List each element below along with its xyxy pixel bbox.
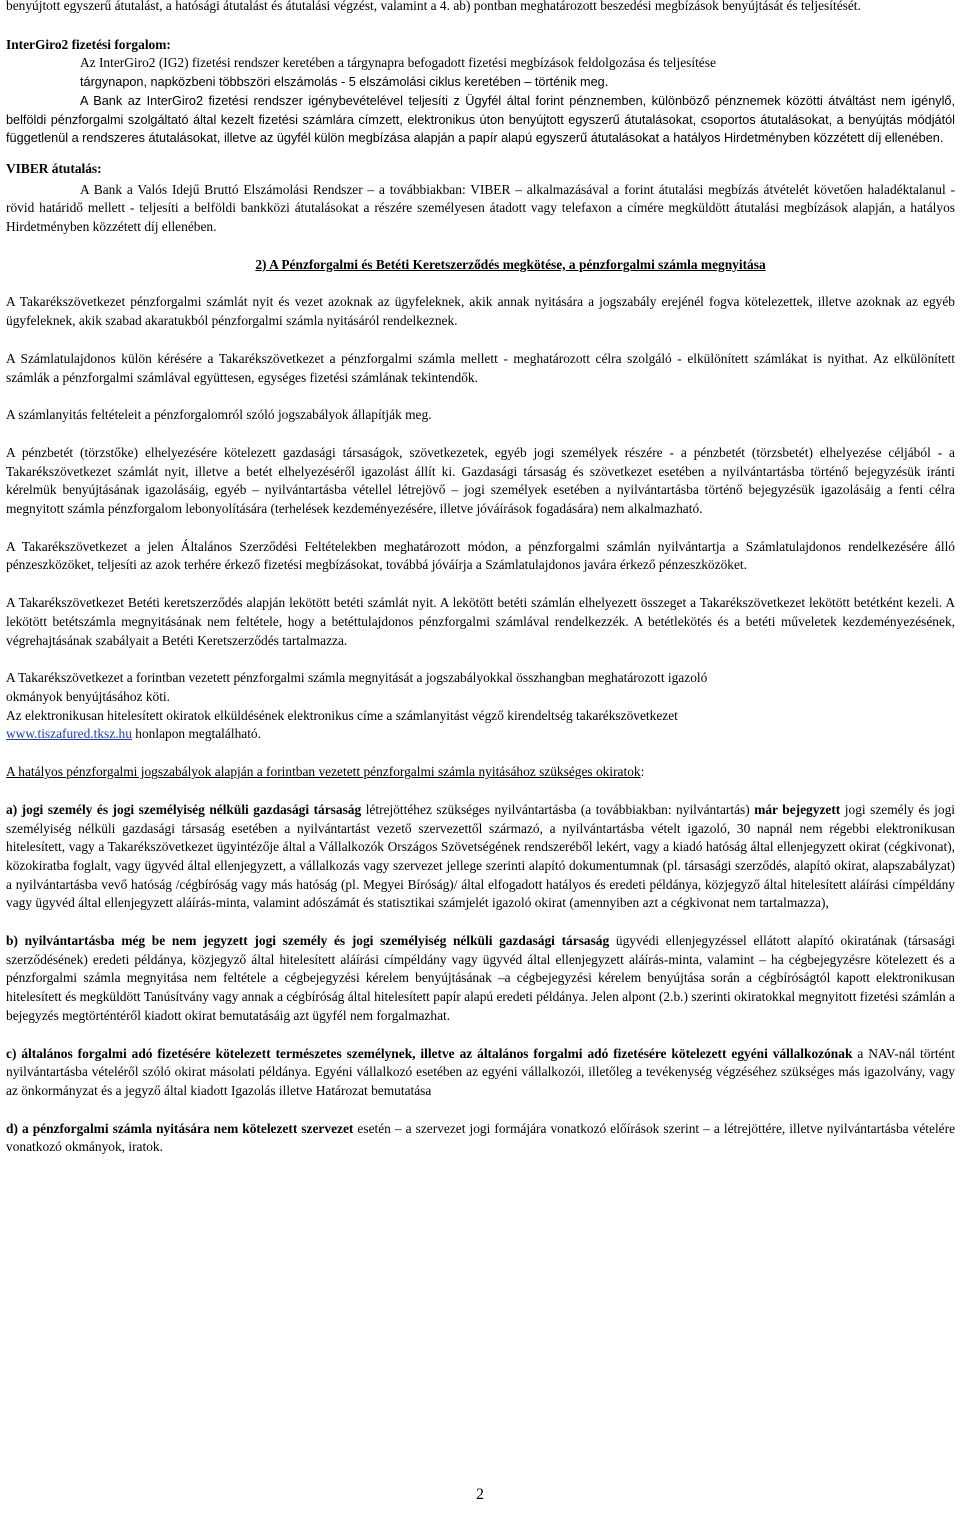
section-2-title: 2) A Pénzforgalmi és Betéti Keretszerződés megkötése, a pénzforgalmi számla megnyitása bbox=[255, 256, 766, 272]
viber-heading: VIBER átutalás: bbox=[6, 160, 102, 176]
intro-paragraph: benyújtott egyszerű átutalást, a hatósági átutalást és átutalási végzést, valamint a 4. ab) pontban meghatározott beszedési megbízások benyújtását és teljesítését. bbox=[6, 0, 861, 13]
page-number: 2 bbox=[476, 1486, 484, 1503]
item-c-bold: c) általános forgalmi adó fizetésére kötelezett természetes személynek, illetve az általános forgalmi adó fizetésére kötelezett egyéni vállalkozónak bbox=[6, 1045, 853, 1061]
item-a bbox=[6, 801, 955, 913]
item-a-bold-2: már bejegyzett bbox=[754, 801, 841, 817]
required-documents-heading bbox=[6, 763, 955, 782]
electronic-address-paragraph bbox=[6, 707, 955, 744]
item-c bbox=[6, 1045, 955, 1101]
documents-line-1: A Takarékszövetkezet a forintban vezetett pénzforgalmi számla megnyitását a jogszabályokkal összhangban meghatározott igazoló bbox=[6, 670, 708, 686]
item-b-bold: b) nyilvántartásba még be nem jegyzett jogi személy és jogi személyiség nélküli gazdasági társaság bbox=[6, 933, 610, 949]
item-b bbox=[6, 932, 955, 1026]
intergiro-paragraph-1b: tárgynapon, napközbeni többszöri elszámolás - 5 elszámolási ciklus keretében – történik meg. bbox=[80, 75, 609, 90]
item-d-text: esetén – a szervezet jogi formájára vonatkozó előírások szerint – a létrejöttére, illetve nyilvántartásba vételére vonatkozó okmányok, iratok. bbox=[6, 1120, 956, 1155]
paragraph-deposit-account: A Takarékszövetkezet Betéti keretszerződés alapján lekötött betéti számlát nyit. A lekötött betéti számlán elhelyezett összeget a Takarékszövetkezet lekötött betétként kezeli. A lekötött betétszámla megnyitásának nem feltétele, hogy a betéttulajdonos pénzforgalmi számlával rendelkezzék. A betétlekötés és a betéti műveletek kezdeményezésének, végrehajtásának szabályait a Betéti Keretszerződés tartalmazza. bbox=[6, 595, 955, 648]
paragraph-conditions: A számlanyitás feltételeit a pénzforgalomról szóló jogszabályok állapítják meg. bbox=[6, 407, 432, 423]
required-documents-colon: : bbox=[640, 764, 645, 780]
paragraph-account-keeping: A Takarékszövetkezet a jelen Általános Szerződési Feltételekben meghatározott módon, a pénzforgalmi számlán nyilvántartja a Számlatulajdonos rendelkezésére álló pénzeszközöket, teljesíti az azok terhére érkező fizetési megbízásokat, továbbá jóváírja a Számlatulajdonos javára érkező pénzeszközöket. bbox=[6, 538, 955, 573]
paragraph-account-opening: A Takarékszövetkezet pénzforgalmi számlát nyit és vezet azoknak az ügyfeleknek, akik annak nyitására a jogszabály erejénél fogva kötelezettek, illetve azoknak az egyéb ügyfeleknek, akik szabad akaratukból pénzforgalmi számla nyitásáról rendelkeznek. bbox=[6, 294, 955, 329]
intergiro-heading: InterGiro2 fizetési forgalom: bbox=[6, 36, 171, 52]
required-documents-heading-text: A hatályos pénzforgalmi jogszabályok alapján a forintban vezetett pénzforgalmi számla nyitásához szükséges okiratok bbox=[6, 764, 641, 780]
intergiro-paragraph-1-text: Az InterGiro2 (IG2) fizetési rendszer keretében a tárgynapra befogadott fizetési megbízások feldolgozása és teljesítése bbox=[80, 55, 716, 71]
item-a-text-1: létrejöttéhez szükséges nyilvántartásba (a továbbiakban: nyilvántartás) bbox=[361, 801, 755, 817]
documents-paragraph bbox=[6, 669, 955, 706]
item-c-text: a NAV-nál történt nyilvántartásba vételéről szóló okirat másolati példánya. Egyéni vállalkozó esetében az egyéni vállalkozói, illetőleg a tevékenység végzéséhez szükséges más igazolvány, vagy az önkormányzat és a jegyző által kiadott Igazolás illetve Határozat bemutatása bbox=[6, 1045, 955, 1098]
item-a-bold: a) jogi személy és jogi személyiség nélküli gazdasági társaság bbox=[6, 801, 362, 817]
intergiro-paragraph-2: A Bank az InterGiro2 fizetési rendszer igénybevételével teljesíti z Ügyfél által forint pénznemben, különböző pénznemek közötti átváltást nem igénylő, belföldi pénzforgalmi szolgáltató által kezelt fizetési számlára címzett, elektronikus úton benyújtott egyszerű átutalásokat, csoportos átutalásokat, a benyújtás módjától függetlenül a rendszeres átutalásokat, illetve az ügyfél külön megbízása alapján a papír alapú egyszerű átutalásokat a hatályos Hirdetményben közzétett díj ellenében. bbox=[6, 93, 955, 146]
electronic-address-text: Az elektronikusan hitelesített okiratok elküldésének elektronikus címe a számlanyitást végző kirendeltség takarékszövetkezet bbox=[6, 707, 678, 723]
paragraph-capital-deposit: A pénzbetét (törzstőke) elhelyezésére kötelezett gazdasági társaságok, szövetkezetek, egyéb jogi személyek részére - a pénzbetét (törzsbetét) elhelyezése céljából - a Takarékszövetkezet számlát nyit, illetve a betét elhelyezéséről igazolást állít ki. Gazdasági társaság és szövetkezet esetében a nyilvántartásba történő bejegyzésük iránti kérelmük benyújtásának igazolásáig, egyéb – nyilvántartásba vétellel létrejövő – jogi személyek esetében a nyilvántartásba történő bejegyzésük igazolásáig a fenti célra megnyitott számla pénzforgalom lebonyolítására (terhelések kezdeményezésére, illetve jóváírások fogadására) nem alkalmazható. bbox=[6, 444, 955, 517]
item-b-text: ügyvédi ellenjegyzéssel ellátott alapító okiratának (társasági szerződésének) eredeti példánya, közjegyző által hitelesített aláírási címpéldány vagy ügyvéd által ellenjegyzett aláírás-minta, valamint – ha cégbejegyzésre kötelezett és a pénzforgalmi számla megnyitása nem feltétele a cégbejegyzési kérelem benyújtásának –a cégbejegyzési kérelem benyújtása során a cégbíróságtól kapott elektronikusan hitelesített és megküldött Tanúsítvány vagy annak a cégbíróság által hitelesített papír alapú eredeti példánya. Jelen alpont (2.b.) szerinti okiratokkal megnyitott fizetési számlán a bejegyzés megtörténtéről kiadott okirat bemutatásáig azt ügyfél nem forgalmazhat. bbox=[6, 933, 955, 1023]
intergiro-paragraph-1 bbox=[6, 54, 955, 73]
item-d bbox=[6, 1120, 955, 1157]
website-link[interactable]: www.tiszafured.tksz.hu bbox=[6, 726, 132, 742]
viber-paragraph: A Bank a Valós Idejű Bruttó Elszámolási Rendszer – a továbbiakban: VIBER – alkalmazásával a forint átutalási megbízás átvételét követően haladéktalanul - rövid határidő mellett - teljesíti a belföldi bankközi átutalásokat a részére személyesen átadott vagy telefaxon a címére megküldött átutalási megbízások alapján, a hatályos Hirdetményben közzétett díj ellenében. bbox=[6, 181, 955, 235]
item-a-text-2: jogi személy és jogi személyiség nélküli gazdasági társaság esetében a nyilvántartást vezető szervezettől származó, a nyilvántartásba vételt igazoló, 30 napnál nem régebbi elektronikusan hitelesített, vagy a Takarékszövetkezet ügyintézője által a Vállalkozók Országos Szövetségének rendszeréből lekért, vagy a kiadó hatóság által ellenjegyzett okirat (cégkivonat), közokiratba foglalt, vagy ügyvéd által ellenjegyzett, a vállalkozás vagy szervezet jellege szerinti alapító dokumentumnak (pl. társasági szerződés, alapító okirat, alapszabályzat) a nyilvántartásba vevő hatóság /cégbíróság vagy más hatóság (pl. Megyei Bíróság)/ által elfogadott hatályos és eredeti példánya, közjegyző által hitelesített aláírási címpéldány vagy ügyvéd által ellenjegyzett aláírás-minta, valamint adószámát és statisztikai számjelét igazoló okirat (amennyiben azt a cégkivonat nem tartalmazza), bbox=[6, 801, 956, 911]
item-d-bold: d) a pénzforgalmi számla nyitására nem kötelezett szervezet bbox=[6, 1120, 354, 1136]
website-suffix: honlapon megtalálható. bbox=[131, 726, 261, 742]
paragraph-separate-accounts: A Számlatulajdonos külön kérésére a Takarékszövetkezet a pénzforgalmi számla mellett - meghatározott célra szolgáló - elkülönített számlákat is nyithat. Az elkülönített számlák a pénzforgalmi számlával együttesen, egységes fizetési számlának tekintendők. bbox=[6, 350, 955, 385]
documents-line-2: okmányok benyújtásához köti. bbox=[6, 688, 171, 704]
